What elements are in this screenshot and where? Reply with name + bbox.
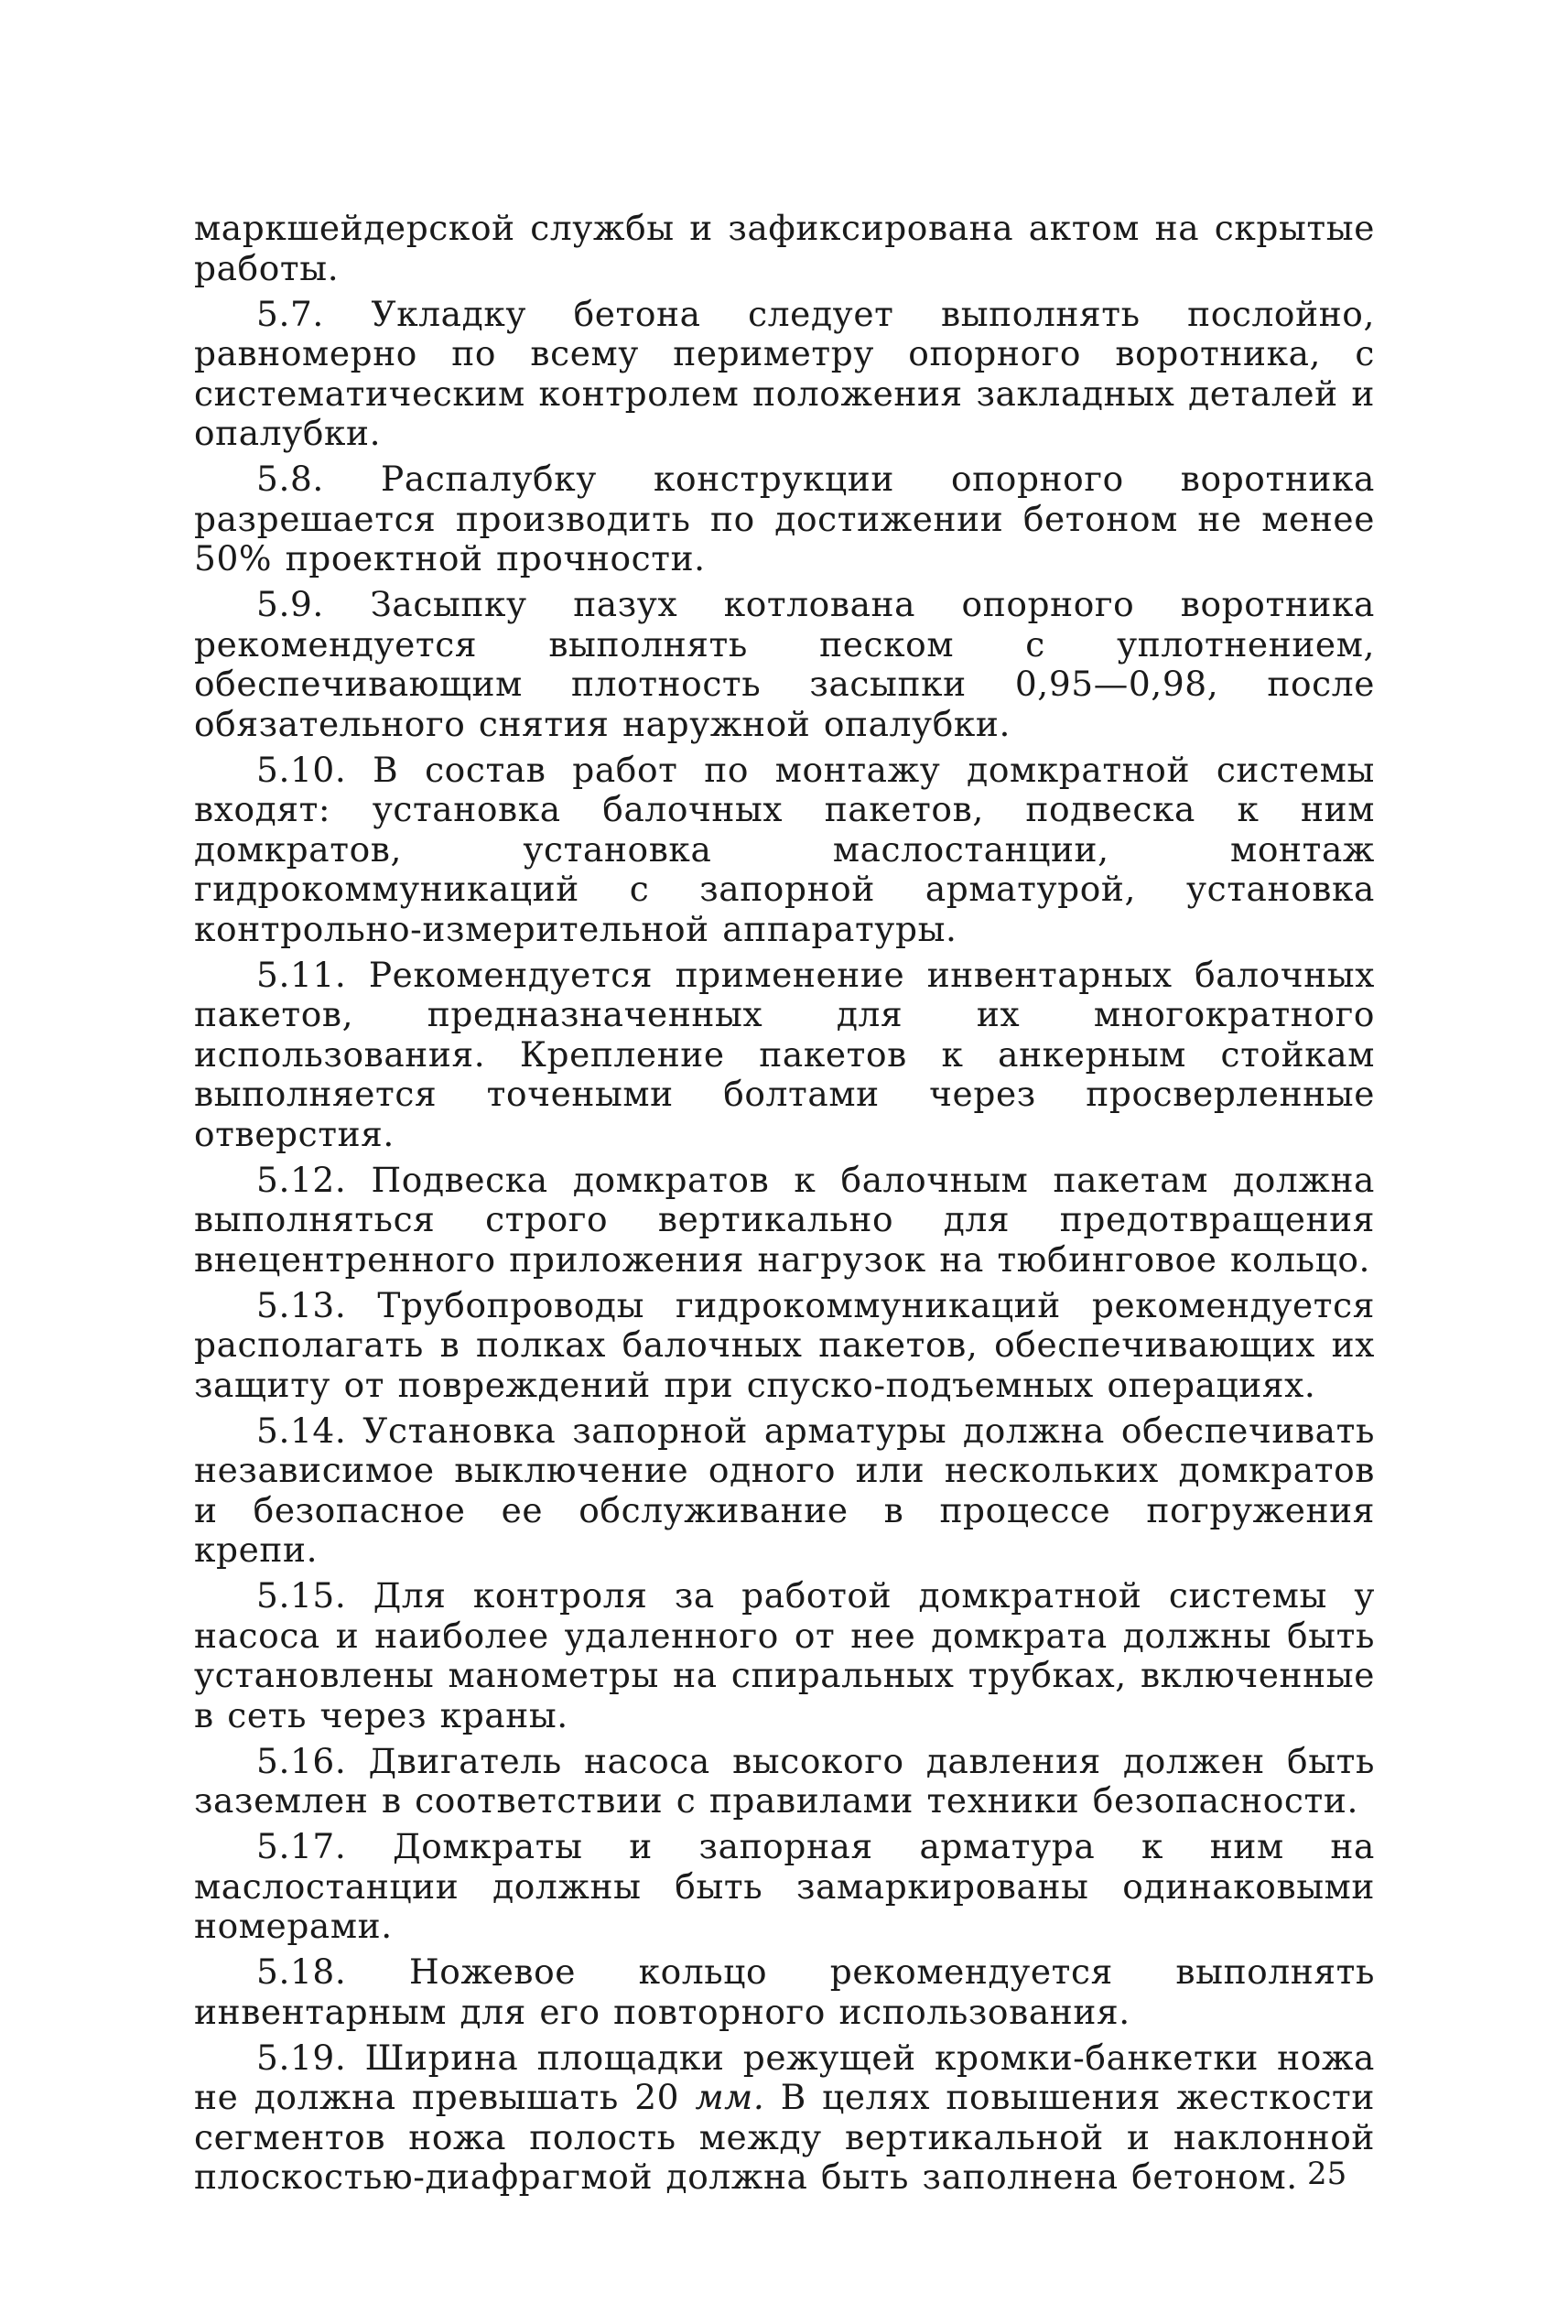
paragraph-5-15: 5.15. Для контроля за работой домкратной системы у насоса и наиболее удаленного от нее домкрата должны быть установлены манометры на спиральных трубках, включенные в сеть через краны. (194, 1575, 1375, 1735)
paragraph-5-19-start: 5.19. Ширина площадки режущей кромки-банкетки ножа не должна превышать 20 (194, 2037, 1375, 2117)
paragraph-5-10: 5.10. В состав работ по монтажу домкратной системы входят: установка балочных пакетов, подвеска к ним домкратов, установка маслостанции, монтаж гидрокоммуникаций с запорной арматурой, установка контрольно-измерительной аппаратуры. (194, 749, 1375, 949)
document-page (194, 209, 1375, 2203)
unit-mm: мм. (695, 2077, 765, 2117)
paragraph-5-9: 5.9. Засыпку пазух котлована опорного воротника рекомендуется выполнять песком с уплотнением, обеспечивающим плотность засыпки 0,95—0,98, после обязательного снятия наружной опалубки. (194, 584, 1375, 744)
paragraph-5-19-end: В целях повышения жесткости сегментов ножа полость между вертикальной и наклонной плоскостью-диафрагмой должна быть заполнена бетоном. (194, 2077, 1375, 2197)
page-number: 25 (1307, 2156, 1347, 2192)
paragraph-5-14: 5.14. Установка запорной арматуры должна обеспечивать независимое выключение одного или нескольких домкратов и безопасное ее обслуживание в процессе погружения крепи. (194, 1410, 1375, 1570)
paragraph-5-19 (194, 2038, 1375, 2198)
paragraph-5-12: 5.12. Подвеска домкратов к балочным пакетам должна выполняться строго вертикально для предотвращения внецентренного приложения нагрузок на тюбинговое кольцо. (194, 1159, 1375, 1280)
paragraph-5-11: 5.11. Рекомендуется применение инвентарных балочных пакетов, предназначенных для их многократного использования. Крепление пакетов к анкерным стойкам выполняется точеными болтами через просверленные отверстия. (194, 954, 1375, 1154)
paragraph-5-8: 5.8. Распалубку конструкции опорного воротника разрешается производить по достижении бетоном не менее 50% проектной прочности. (194, 459, 1375, 578)
paragraph-5-13: 5.13. Трубопроводы гидрокоммуникаций рекомендуется располагать в полках балочных пакетов, обеспечивающих их защиту от повреждений при спуско-подъемных операциях. (194, 1284, 1375, 1405)
paragraph-5-7: 5.7. Укладку бетона следует выполнять послойно, равномерно по всему периметру опорного воротника, с систематическим контролем положения закладных деталей и опалубки. (194, 293, 1375, 453)
paragraph-5-18: 5.18. Ножевое кольцо рекомендуется выполнять инвентарным для его повторного использования. (194, 1951, 1375, 2032)
paragraph-continuation: маркшейдерской службы и зафиксирована актом на скрытые работы. (194, 208, 1375, 288)
paragraph-5-16: 5.16. Двигатель насоса высокого давления должен быть заземлен в соответствии с правилами техники безопасности. (194, 1740, 1375, 1821)
paragraph-5-17: 5.17. Домкраты и запорная арматура к ним на маслостанции должны быть замаркированы одинаковыми номерами. (194, 1826, 1375, 1946)
